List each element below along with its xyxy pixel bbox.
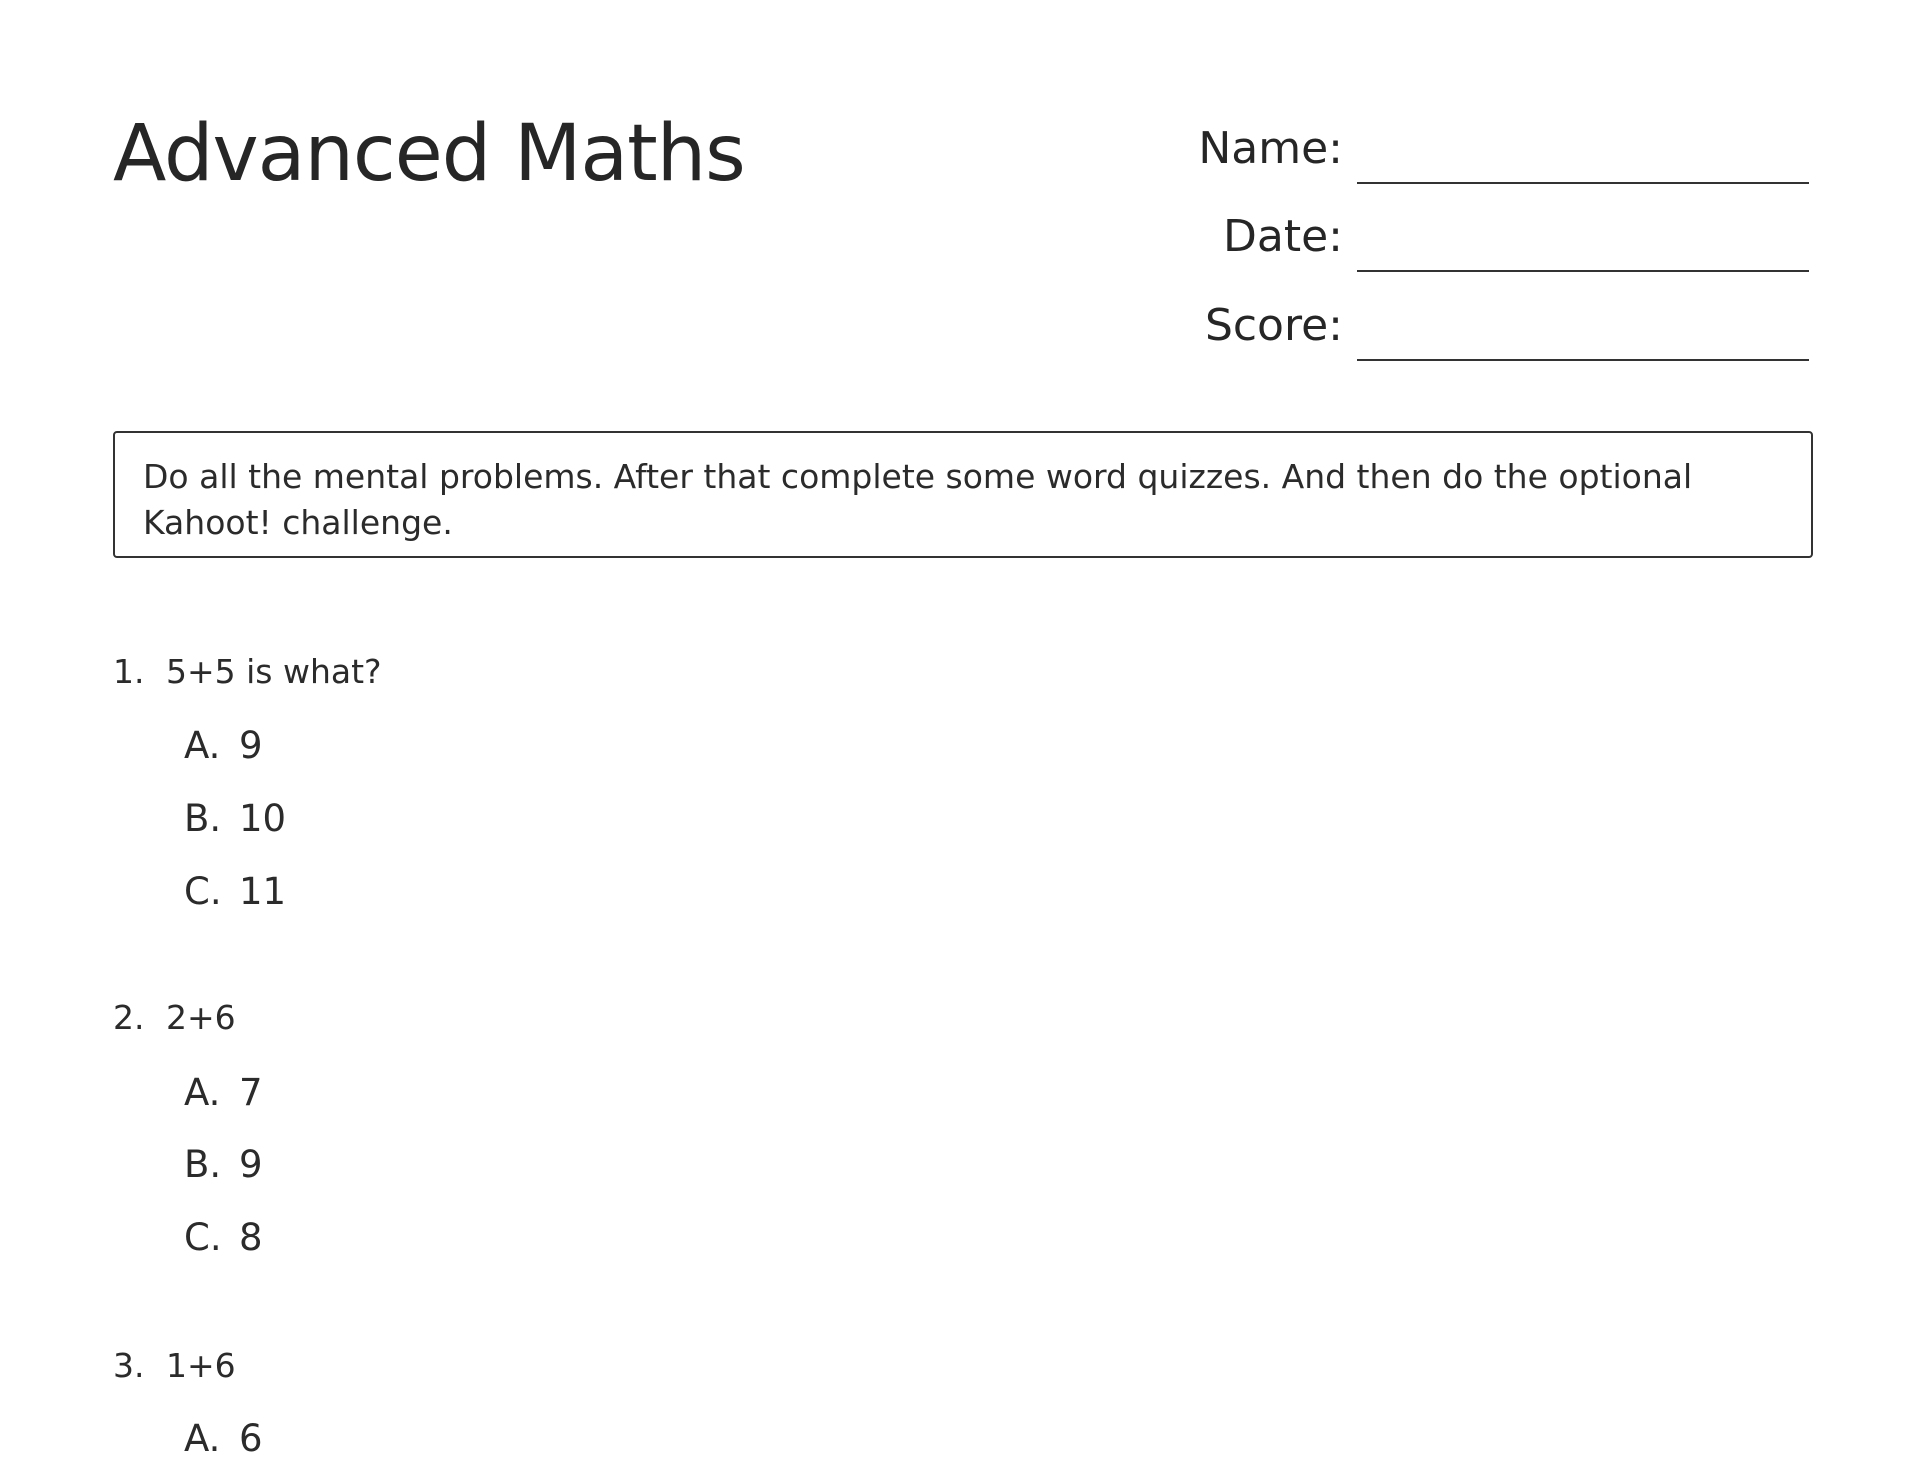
option-letter: A. [184,724,221,767]
option-letter: A. [184,1417,221,1460]
question-number: 2. [113,998,145,1037]
question-1-option-a[interactable] [184,724,263,767]
question-text: 2+6 [166,998,236,1037]
date-field[interactable] [1357,270,1809,272]
question-2-option-c[interactable] [184,1216,263,1259]
question-3-option-a[interactable] [184,1417,263,1460]
question-1-option-b[interactable] [184,797,287,840]
name-field[interactable] [1357,182,1809,184]
option-text: 9 [239,724,263,767]
option-text: 10 [239,797,287,840]
question-2 [113,998,236,1037]
option-text: 7 [239,1071,263,1114]
question-2-option-b[interactable] [184,1143,263,1186]
score-field-row [1204,300,1809,351]
question-1 [113,652,382,691]
option-text: 6 [239,1417,263,1460]
question-text: 5+5 is what? [166,652,382,691]
question-3 [113,1346,236,1385]
option-text: 9 [239,1143,263,1186]
date-field-row [1223,211,1809,262]
instructions-box: Do all the mental problems. After that complete some word quizzes. And then do the optional Kahoot! challenge. [113,431,1813,558]
option-text: 11 [239,870,287,913]
name-field-row [1198,123,1809,174]
option-letter: A. [184,1071,221,1114]
question-1-option-c[interactable] [184,870,287,913]
question-text: 1+6 [166,1346,236,1385]
name-label: Name: [1198,123,1343,174]
option-letter: C. [184,1216,222,1259]
option-letter: B. [184,1143,222,1186]
date-label: Date: [1223,211,1343,262]
score-label: Score: [1204,300,1343,351]
option-letter: B. [184,797,222,840]
question-2-option-a[interactable] [184,1071,263,1114]
question-number: 3. [113,1346,145,1385]
question-number: 1. [113,652,145,691]
score-field[interactable] [1357,359,1809,361]
page-title: Advanced Maths [113,109,745,199]
option-letter: C. [184,870,222,913]
option-text: 8 [239,1216,263,1259]
